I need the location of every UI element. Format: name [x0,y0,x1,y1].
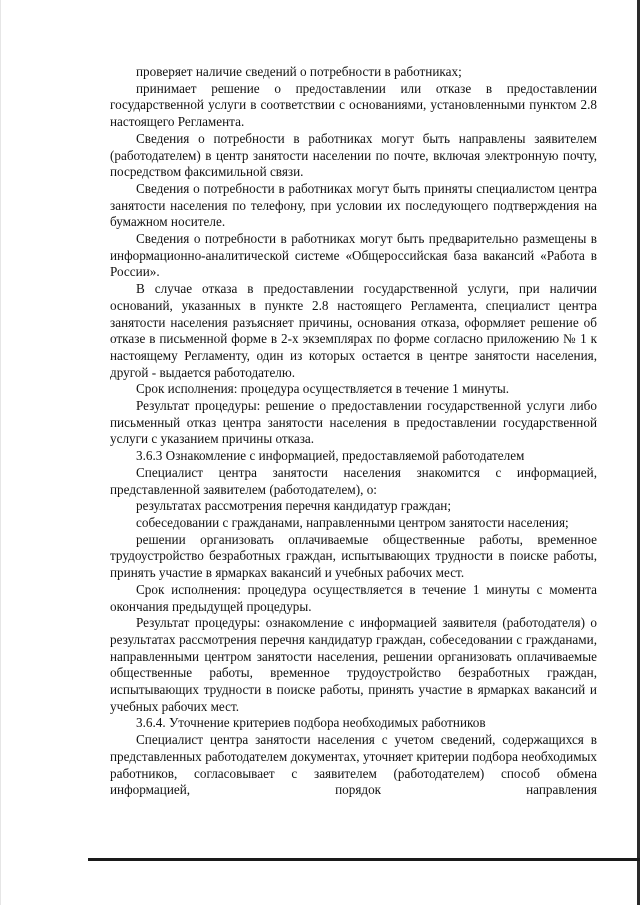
list-item: результатах рассмотрения перечня кандидатур граждан; [136,498,452,514]
paragraph: В случае отказа в предоставлении государственной услуги, при наличии оснований, указанных в пункте 2.8 настоящего Регламента, специалист центра занятости населения разъясняет причины, основания отказа, оформляет решение об отказе в письменной форме в 2-х экземплярах по форме согласно приложению № 1 к настоящему Регламенту, один из которых остается в центре занятости населения, другой - выдается работодателю. [110,281,597,380]
paragraph: Сведения о потребности в работниках могут быть предварительно размещены в информационно-аналитической системе «Общероссийская база вакансий «Работа в России». [110,231,597,280]
section-heading: 3.6.4. Уточнение критериев подбора необходимых работников [136,715,486,731]
list-item: решении организовать оплачиваемые общественные работы, временное трудоустройство безработных граждан, испытывающих трудности в поиске работы, принять участие в ярмарках вакансий и учебных рабочих мест. [110,531,597,581]
paragraph: Сведения о потребности в работниках могут быть приняты специалистом центра занятости населения по телефону, при условии их последующего подтверждения на бумажном носителе. [110,180,597,230]
paragraph: Результат процедуры: ознакомление с информацией заявителя (работодателя) о результатах рассмотрения перечня кандидатур граждан, собеседовании с гражданами, направленными центром занятости населения, решении организовать оплачиваемые общественные работы, временное трудоустройство безработных граждан, испытывающих трудности в поиске работы, принять участие в ярмарках вакансий и учебных рабочих мест. [110,615,597,714]
paragraph: Результат процедуры: решение о предоставлении государственной услуги либо письменный отказ центра занятости населения в предоставлении государственной услуги с указанием причины отказа. [110,398,597,447]
paragraph: Специалист центра занятости населения знакомится с информацией, представленной заявителем (работодателем), о: [110,464,597,497]
scan-edge-left [0,0,1,905]
document-body [110,64,597,799]
page-bottom-rule [88,858,640,861]
paragraph: Срок исполнения: процедура осуществляется в течение 1 минуты с момента окончания предыдущей процедуры. [110,581,597,614]
paragraph: Специалист центра занятости населения с учетом сведений, содержащихся в представленных работодателем документах, уточняет критерии подбора необходимых работников, согласовывает с заявителем (работодателем) способ обмена информацией, порядок направления [110,732,597,798]
paragraph: Сведения о потребности в работниках могут быть направлены заявителем (работодателем) в центр занятости населении по почте, включая электронную почту, посредством факсимильной связи. [110,130,597,180]
list-item: собеседовании с гражданами, направленными центром занятости населения; [136,514,569,530]
paragraph: принимает решение о предоставлении или отказе в предоставлении государственной услуги в соответствии с основаниями, установленными пунктом 2.8 настоящего Регламента. [110,80,597,130]
section-heading: 3.6.3 Ознакомление с информацией, предоставляемой работодателем [136,448,525,464]
paragraph: проверяет наличие сведений о потребности в работниках; [136,64,462,79]
paragraph: Срок исполнения: процедура осуществляется в течение 1 минуты. [136,381,510,397]
